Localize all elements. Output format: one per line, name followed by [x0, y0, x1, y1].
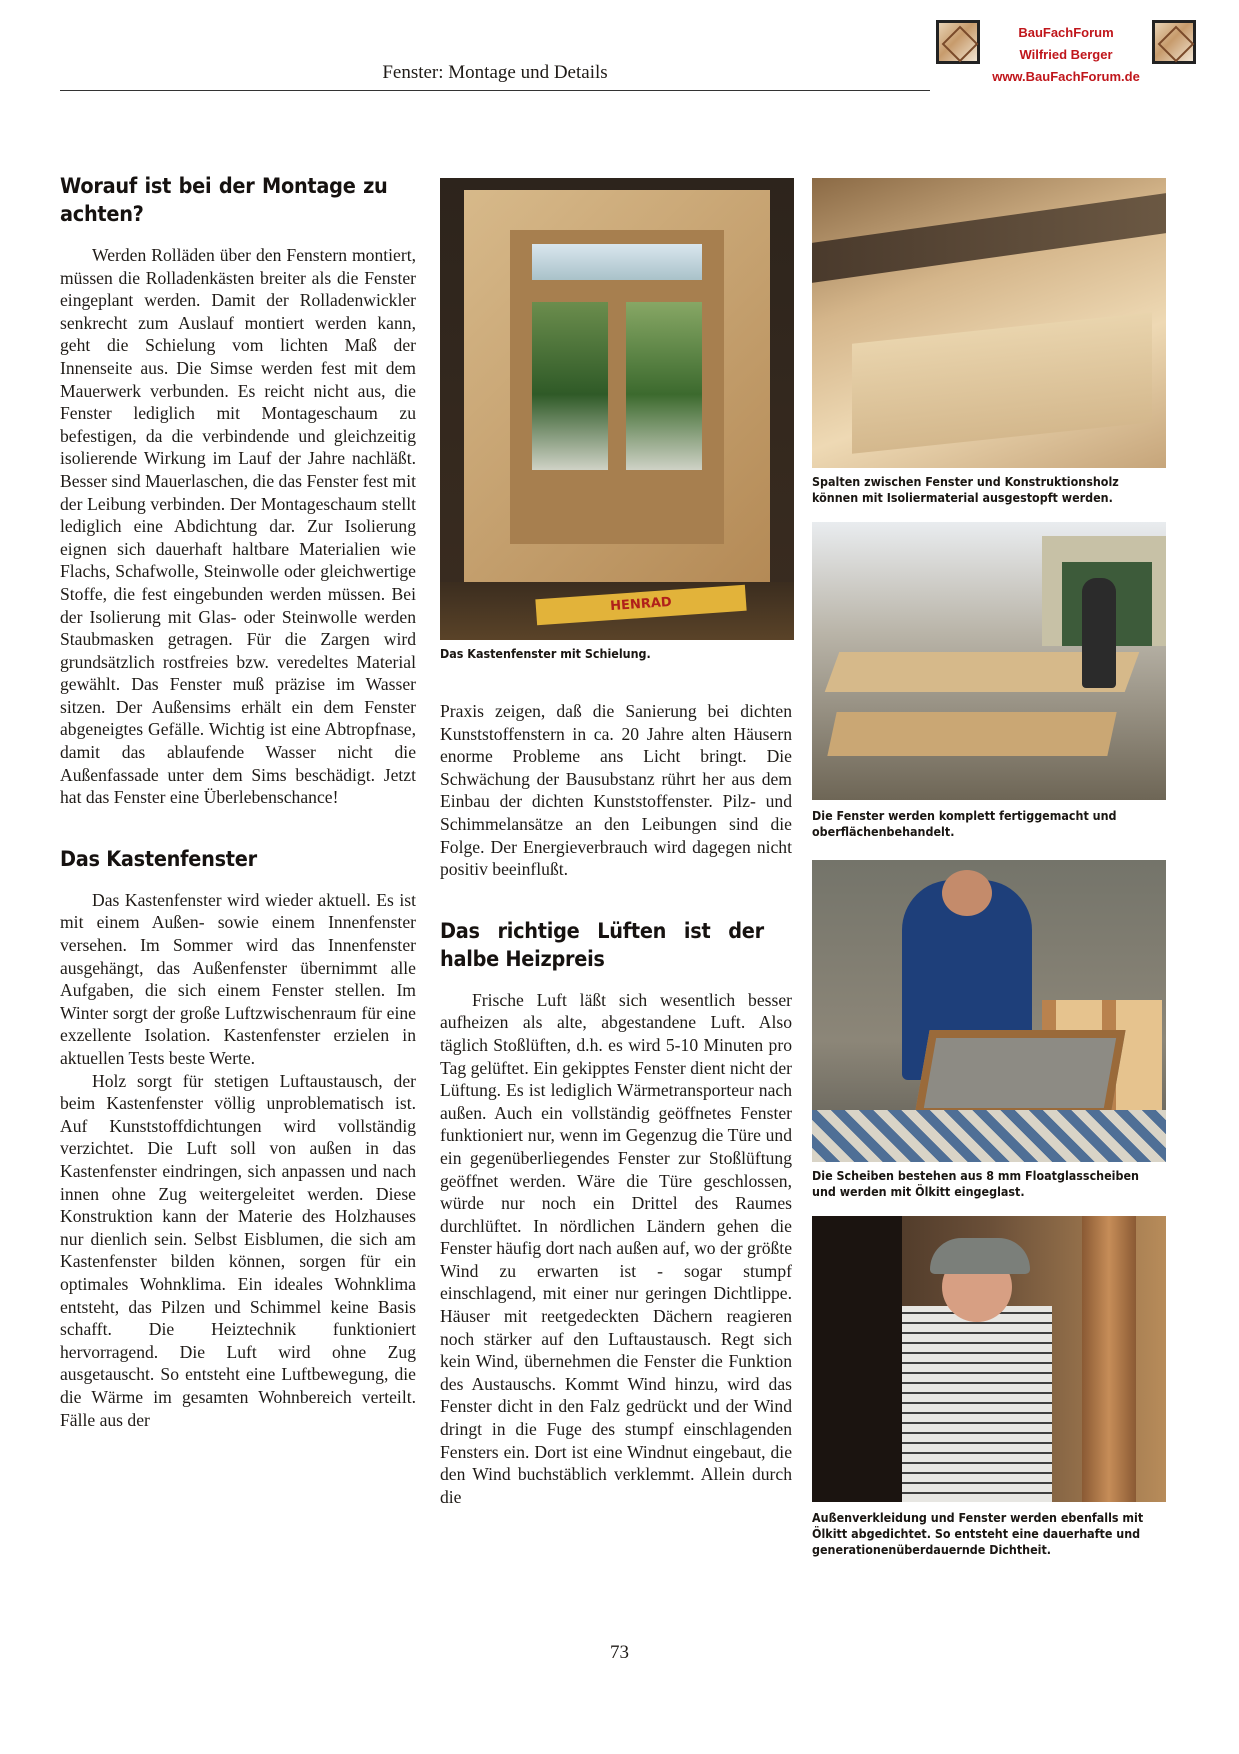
- publisher-stamp: [936, 14, 1196, 94]
- stamp-text: [986, 22, 1146, 88]
- stamp-line-3: www.BauFachForum.de: [992, 69, 1140, 84]
- paragraph: Praxis zeigen, daß die Sanierung bei dichten Kunststoffenstern in ca. 20 Jahre alten Häusern enorme Probleme ans Licht bringt. Die Schwächung der Bausubstanz rührt her aus dem Einbau der dichten Kunststoffenster. Pilz- und Schimmelansätze an den Leibungen sind die Folge. Der Energieverbrauch wird dagegen nicht positiv beeinflußt.: [440, 701, 792, 880]
- logo-icon: [1152, 20, 1196, 64]
- photo-glazing: [812, 860, 1166, 1162]
- paragraph: Frische Luft läßt sich wesentlich besser aufheizen als alte, abgestandene Luft. Also täglich Stoßlüften, d.h. es wird 5-10 Minuten pro Tag gelüftet. Ein gekipptes Fenster dient nicht der Lüftung. Es ist lediglich Wärmetransporteur nach außen. Auch ein vollständig geöffnetes Fenster funktioniert nur, wenn im Gegenzug die Türe und ein gegenüberliegendes Fenster zur Stoßlüftung geöffnet werden. Wäre die Türe geschlossen, würde nur noch ein Drittel des Raumes durchlüftet. In nördlichen Ländern gehen die Fenster häufig dort nach außen auf, wo der größte Wind zu erwarten ist - sogar stumpf einschlagend, mit einer nur geringen Dichtlippe. Häuser mit reetgedeckten Dächern reagieren noch stärker auf den Luftaustausch. Regt sich kein Wind, übernehmen die Fenster die Funktion des Austauschs. Kommt Wind hinzu, wird das Fenster dicht in den Falz gedrückt und der Wind dringt in die Fuge des stumpf einschlagenden Fensters ein. Dort ist eine Windnut eingebaut, die den Wind buchstäblich verklemmt. Allein durch die: [440, 989, 792, 1507]
- logo-icon: [936, 20, 980, 64]
- header-rule: [60, 90, 930, 91]
- photo-sealing: [812, 1216, 1166, 1502]
- paragraph: Das Kastenfenster wird wieder aktuell. Es ist mit einem Außen- sowie einem Innenfenster versehen. Im Sommer wird das Innenfenster ausgehängt, das Außenfenster übernimmt alle Aufgaben, die sich einem Fenster stellen. Im Winter sorgt der große Luftzwischenraum für eine exzellente Isolation. Kastenfenster erzielen in aktuellen Tests beste Werte.: [60, 889, 416, 1068]
- section-heading: Das Kastenfenster: [60, 846, 257, 871]
- section-heading: Worauf ist bei der Montage zu achten?: [60, 174, 388, 226]
- photo-workshop: [812, 522, 1166, 800]
- paragraph: Werden Rolläden über den Fenstern montiert, müssen die Rolladenkästen breiter als die Fenster eingeplant werden. Damit der Rolladenwickler senkrecht zum Auslauf montiert werden kann, geht die Schielung vom lichten Maß der Innenseite aus. Die Simse werden fest mit dem Mauerwerk verbunden. Es reicht nicht aus, die Fenster lediglich mit Montageschaum zu befestigen, da die verbindende und gleichzeitig isolierende Wirkung im Lauf der Jahre nachläßt. Besser sind Mauerlaschen, die das Fenster fest mit der Leibung verbinden. Der Montageschaum stellt lediglich eine Abdichtung dar. Zur Isolierung eignen sich dauerhaft haltbare Materialien wie Flachs, Schafwolle, Steinwolle oder gleichwertige Stoffe, die fest eingebunden werden müssen. Bei der Isolierung mit Glas- oder Steinwolle werden Staubmasken getragen. Für die Zargen wird grundsätzlich rostfreies bzw. veredeltes Material gewählt. Das Fenster muß präzise im Wasser sitzen. Der Außensims erhält ein dem Fenster abgeneigtes Gefälle. Wichtig ist eine Abtropfnase, damit das ablaufende Wasser nicht die Außenfassade unter dem Sims beschädigt. Jetzt hat das Fenster eine Überlebenschance!: [60, 245, 416, 808]
- section-heading: Das richtige Lüften ist der halbe Heizpreis: [440, 918, 764, 971]
- window-frame: [464, 190, 770, 582]
- paragraph: Holz sorgt für stetigen Luftaustausch, der beim Kastenfenster völlig unproblematisch ist. Auf Kunststoffdichtungen wird vollständig verzichtet. Die Luft soll von außen in das Kastenfenster eindringen, sich anpassen und nach innen ohne Zug weitergeleitet werden. Diese Konstruktion kann der Materie des Holzhauses nur dienlich sein. Selbst Eisblumen, die sich am Kastenfenster bilden können, sorgen für ein optimales Wohnklima. Ein ideales Wohnklima entsteht, das Pilzen und Schimmel keine Basis schafft. Die Heiztechnik funktioniert hervorragend. Die Luft wird ohne Zug ausgetauscht. So entsteht eine Luftbewegung, die die Wärme im gesamten Wohnbereich verteilt. Fälle aus der: [60, 1070, 416, 1430]
- photo-wood-gap: [812, 178, 1166, 468]
- text-column-2: [440, 700, 792, 1508]
- photo-caption: Die Fenster werden komplett fertiggemacht und oberflächenbehandelt.: [812, 808, 1117, 839]
- photo-caption: Spalten zwischen Fenster und Konstruktionsholz können mit Isoliermaterial ausgestopft werden.: [812, 474, 1119, 505]
- photo-caption: Außenverkleidung und Fenster werden ebenfalls mit Ölkitt abgedichtet. So entsteht eine dauerhafte und generationenüberdauernde Dichtheit.: [812, 1510, 1144, 1557]
- stamp-line-1: BauFachForum: [1018, 25, 1114, 40]
- running-title: Fenster: Montage und Details: [382, 62, 608, 83]
- box-label: HENRAD: [609, 594, 673, 615]
- text-column-1: [60, 172, 416, 1431]
- page-number: 73: [610, 1642, 629, 1663]
- photo-caption: Das Kastenfenster mit Schielung.: [440, 646, 651, 661]
- photo-caption: Die Scheiben bestehen aus 8 mm Floatglasscheiben und werden mit Ölkitt eingeglast.: [812, 1168, 1139, 1199]
- photo-box-window: [440, 178, 794, 640]
- stamp-line-2: Wilfried Berger: [1019, 47, 1113, 62]
